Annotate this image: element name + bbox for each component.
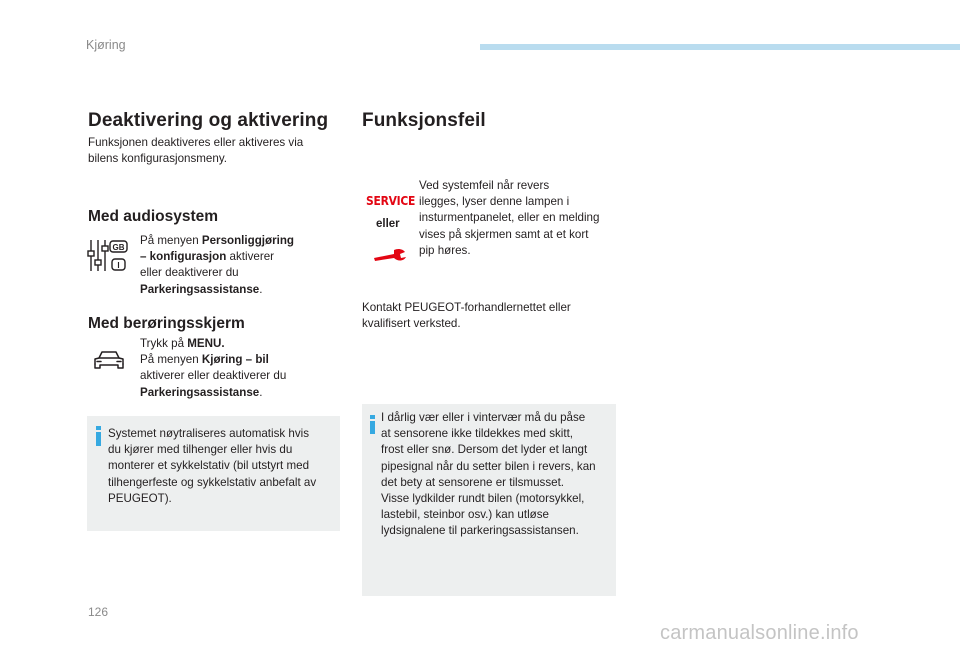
or-label: eller xyxy=(376,218,400,230)
fault-line: Ved systemfeil når revers xyxy=(419,179,550,192)
fault-line: insturmentpanelet, eller en melding xyxy=(419,211,600,225)
note-line: PEUGEOT). xyxy=(108,491,172,505)
menu-name: Personliggjøring xyxy=(201,234,294,247)
audio-badge-top: GB xyxy=(112,243,125,252)
function-name: Parkeringsassistanse xyxy=(140,385,260,399)
note-text xyxy=(381,410,613,540)
touch-text: Trykk på xyxy=(140,337,188,350)
intro-text xyxy=(88,135,338,167)
touch-text: . xyxy=(259,385,263,399)
touchscreen-heading: Med berøringsskjerm xyxy=(88,315,245,332)
note-line: du kjører med tilhenger eller hvis du xyxy=(108,443,293,457)
info-icon-bar xyxy=(96,432,101,446)
section-title-deactivation: Deaktivering og aktivering xyxy=(88,110,329,131)
note-line: at sensorene ikke tildekkes med skitt, xyxy=(381,427,574,441)
audio-instructions xyxy=(140,233,340,298)
audio-text: . xyxy=(259,282,263,296)
audio-text: På menyen xyxy=(140,234,202,247)
menu-button-name: MENU. xyxy=(187,337,225,350)
contact-line: kvalifisert verksted. xyxy=(362,317,461,331)
service-warning-icon: SERVICE xyxy=(366,193,416,208)
contact-text xyxy=(362,300,612,332)
note-line: pipesignal når du setter bilen i revers, kan xyxy=(381,459,596,473)
touch-text: På menyen xyxy=(140,353,202,367)
section-title-malfunction: Funksjonsfeil xyxy=(362,110,486,131)
note-line: frost eller snø. Dersom det lyder et langt xyxy=(381,443,588,457)
note-line: lydsignalene til parkeringsassistansen. xyxy=(381,524,579,538)
function-name: Parkeringsassistanse xyxy=(140,282,260,296)
audio-heading: Med audiosystem xyxy=(88,208,219,225)
note-line: tilhengerfeste og sykkelstativ anbefalt av xyxy=(108,475,317,489)
audio-text: eller deaktiverer du xyxy=(140,266,239,280)
info-note-right xyxy=(362,404,616,596)
section-header: Kjøring xyxy=(86,38,126,52)
contact-line: Kontakt PEUGEOT-forhandlernettet eller xyxy=(362,301,571,314)
note-line: I dårlig vær eller i vintervær må du påse xyxy=(381,411,586,424)
audio-settings-icon xyxy=(86,238,130,274)
intro-line: bilens konfigurasjonsmeny. xyxy=(88,152,227,166)
note-line: det bety at sensorene er tilsmusset. xyxy=(381,475,565,489)
fault-line: pip høres. xyxy=(419,243,471,257)
info-icon xyxy=(370,415,375,419)
info-note-left xyxy=(87,416,340,531)
audio-badge-bottom: I xyxy=(117,261,120,270)
note-line: Systemet nøytraliseres automatisk hvis xyxy=(108,427,310,440)
info-icon xyxy=(96,426,101,430)
car-icon xyxy=(92,349,126,371)
touch-text: aktiverer eller deaktiverer du xyxy=(140,369,287,383)
note-line: monterer et sykkelstativ (bil utstyrt med xyxy=(108,459,310,473)
note-line: lastebil, steinbor osv.) kan utløse xyxy=(381,508,549,522)
menu-name: – konfigurasjon xyxy=(140,250,227,264)
fault-description xyxy=(419,178,619,259)
header-bar xyxy=(480,44,960,50)
touchscreen-instructions xyxy=(140,336,340,401)
fault-line: ilegges, lyser denne lampen i xyxy=(419,195,570,209)
note-text xyxy=(108,426,338,507)
wrench-icon xyxy=(372,246,408,264)
info-icon-bar xyxy=(370,421,375,434)
fault-line: vises på skjermen samt at et kort xyxy=(419,227,589,241)
note-line: Visse lydkilder rundt bilen (motorsykkel, xyxy=(381,492,585,506)
audio-text: aktiverer xyxy=(226,250,275,264)
menu-name: Kjøring – bil xyxy=(201,353,269,367)
watermark: carmanualsonline.info xyxy=(660,622,859,644)
page-number: 126 xyxy=(88,605,109,619)
intro-line: Funksjonen deaktiveres eller aktiveres via xyxy=(88,136,304,149)
